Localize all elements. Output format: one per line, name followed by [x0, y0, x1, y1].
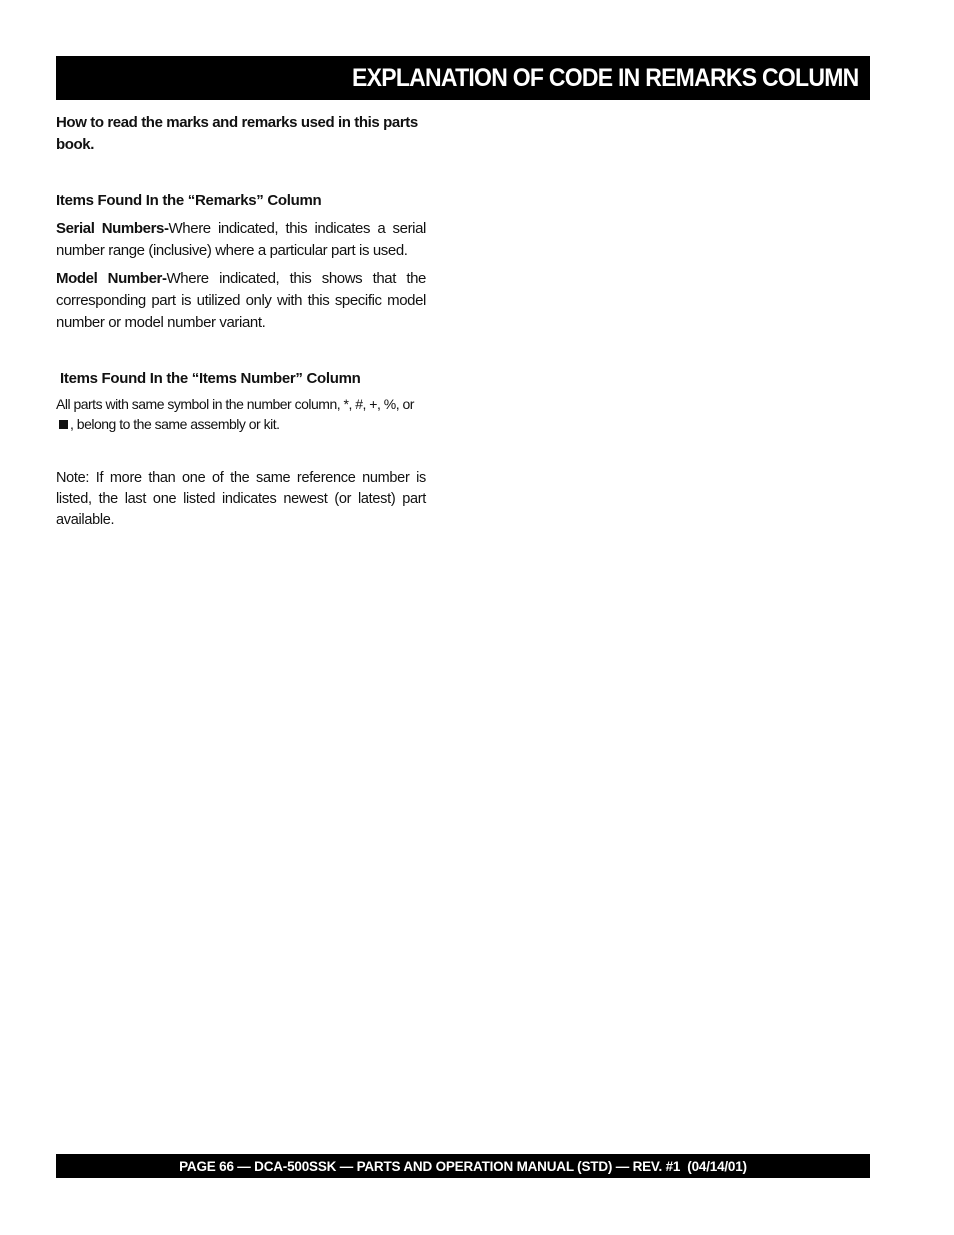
items-text-after-symbol: , belong to the same assembly or kit.: [70, 416, 280, 432]
page-title: EXPLANATION OF CODE IN REMARKS COLUMN: [351, 63, 858, 92]
serial-numbers-label: Serial Numbers-: [56, 220, 169, 237]
page-title-bar: [56, 56, 870, 100]
model-number-label: Model Number-: [56, 270, 167, 287]
serial-numbers-text: Where indicated, this indicates a serial number range (inclusive) where a particular part is used.: [56, 220, 426, 259]
serial-numbers-paragraph: [56, 218, 426, 262]
intro-text: How to read the marks and remarks used in this parts book.: [56, 114, 418, 153]
page-footer-bar: [56, 1154, 870, 1178]
model-number-paragraph: [56, 268, 426, 334]
content-column: [56, 112, 426, 531]
filled-square-icon: [59, 420, 68, 429]
items-text-before-symbol: All parts with same symbol in the number column, *, #, +, %, or: [56, 396, 414, 412]
model-number-text: Where indicated, this shows that the corresponding part is utilized only with this specific model number or model number variant.: [56, 270, 426, 331]
page-footer-text: PAGE 66 — DCA-500SSK — PARTS AND OPERATION MANUAL (STD) — REV. #1 (04/14/01): [179, 1158, 747, 1174]
note-text: Note: If more than one of the same reference number is listed, the last one listed indicates newest (or latest) part available.: [56, 470, 426, 528]
items-section-text: [56, 394, 426, 434]
remarks-section-heading: Items Found In the “Remarks” Column: [56, 192, 322, 209]
items-section-heading: Items Found In the “Items Number” Column: [60, 370, 361, 387]
